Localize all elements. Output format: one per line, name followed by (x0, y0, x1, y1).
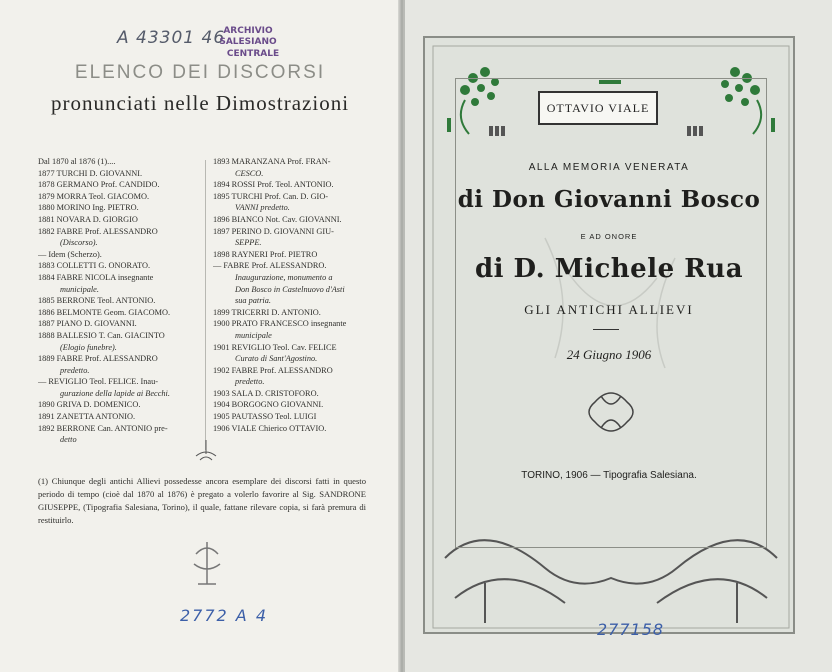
list-item: municipale. (60, 284, 99, 294)
speech-list-right (213, 156, 373, 434)
speech-list-left (38, 156, 200, 446)
list-item: 1892 BERRONE Can. ANTONIO pre- (38, 423, 168, 433)
list-item: Curato di Sant'Agostino. (235, 354, 318, 364)
archive-stamp (202, 26, 294, 60)
list-item: predetto. (235, 377, 265, 387)
dedication-line: ALLA MEMORIA VENERATA (528, 162, 690, 173)
list-item: sua patria. (235, 296, 271, 306)
list-item: 1905 PAUTASSO Teol. LUIGI (213, 412, 317, 422)
divider-ornament-icon (194, 440, 218, 462)
footnote: (1) Chiunque degli antichi Allievi possedesse ancora esemplare dei discorsi fatti in questo periodo di tempo (cioè dal 1870 al 1876) è pregato a volerlo favorire al Sig. SANDRONE GIUSEPPE, (Tipografia Salesiana, Torino), il quale, fattane rilevare copia, si farà premura di restituirlo. (38, 476, 366, 525)
list-item: 1899 TRICERRI D. ANTONIO. (213, 307, 321, 317)
author-name: OTTAVIO VIALE (538, 91, 658, 125)
handwritten-number-right: 277158 (597, 620, 665, 639)
page-subtitle: pronunciati nelle Dimostrazioni (50, 91, 350, 115)
group-name: GLI ANTICHI ALLIEVI (524, 302, 694, 317)
cover-frame (423, 36, 795, 634)
list-item: detto (60, 435, 77, 445)
short-rule (593, 329, 619, 331)
handwritten-number-left: 2772 A 4 (180, 606, 269, 625)
list-item: 1884 FABRE NICOLA insegnante (38, 272, 154, 282)
list-item: — FABRE Prof. ALESSANDRO. (213, 261, 327, 271)
list-item: 1885 BERRONE Teol. ANTONIO. (38, 296, 156, 306)
list-item: Dal 1870 al 1876 (1).... (38, 157, 116, 166)
list-item: 1887 PIANO D. GIOVANNI. (38, 319, 137, 329)
list-item: SEPPE. (235, 238, 262, 248)
list-item: 1904 BORGOGNO GIOVANNI. (213, 400, 324, 410)
list-item: — Idem (Scherzo). (38, 249, 102, 259)
list-item: 1901 REVIGLIO Teol. Cav. FELICE (213, 342, 337, 352)
list-item: 1896 BIANCO Not. Cav. GIOVANNI. (213, 214, 342, 224)
list-item: 1891 ZANETTA ANTONIO. (38, 412, 136, 422)
list-item: (Elogio funebre). (60, 342, 117, 352)
list-item: 1880 MORINO Ing. PIETRO. (38, 203, 139, 213)
connector-text: E AD ONORE (580, 232, 638, 241)
list-item: gurazione della lapide ai Becchi. (60, 388, 170, 398)
list-item: 1882 FABRE Prof. ALESSANDRO (38, 226, 158, 236)
list-item: 1894 ROSSI Prof. Teol. ANTONIO. (213, 180, 334, 190)
column-divider (205, 160, 206, 450)
list-item: 1877 TURCHI D. GIOVANNI. (38, 168, 143, 178)
list-item: 1895 TURCHI Prof. Can. D. GIO- (213, 191, 329, 201)
list-item: 1890 GRIVA D. DOMENICO. (38, 400, 141, 410)
list-item: 1878 GERMANO Prof. CANDIDO. (38, 180, 160, 190)
list-item: 1902 FABRE Prof. ALESSANDRO (213, 365, 333, 375)
imprint-line: TORINO, 1906 — Tipografia Salesiana. (521, 470, 697, 481)
list-item: 1879 MORRA Teol. GIACOMO. (38, 191, 150, 201)
list-item: municipale (235, 330, 272, 340)
honoree-rua: di D. Michele Rua (474, 254, 744, 284)
shelf-code: A 43301 46 (117, 28, 226, 48)
page-title: ELENCO DEI DISCORSI (74, 62, 326, 83)
list-item: Don Bosco in Castelnuovo d'Asti (235, 284, 345, 294)
list-item: (Discorso). (60, 238, 98, 248)
event-date: 24 Giugno 1906 (566, 347, 652, 362)
list-item: 1900 PRATO FRANCESCO insegnante (213, 319, 347, 329)
list-item: 1893 MARANZANA Prof. FRAN- (213, 157, 331, 166)
honoree-bosco: di Don Giovanni Bosco (457, 186, 761, 213)
list-item: CESCO. (235, 168, 264, 178)
list-item: Inaugurazione, monumento a (235, 272, 333, 282)
list-item: 1883 COLLETTI G. ONORATO. (38, 261, 151, 271)
list-item: 1889 FABRE Prof. ALESSANDRO (38, 354, 158, 364)
left-page (0, 0, 400, 672)
list-item: — REVIGLIO Teol. FELICE. Inau- (38, 377, 159, 387)
stamp-line-2: CENTRALE (226, 48, 280, 59)
list-item: 1903 SALA D. CRISTOFORO. (213, 388, 319, 398)
printer-mark-icon (190, 540, 224, 590)
list-item: predetto. (60, 365, 90, 375)
list-item: 1886 BELMONTE Geom. GIACOMO. (38, 307, 171, 317)
stamp-line-1: ARCHIVIO SALESIANO (219, 26, 277, 48)
list-item: 1881 NOVARA D. GIORGIO (38, 214, 138, 224)
list-item: 1888 BALLESIO T. Can. GIACINTO (38, 330, 165, 340)
list-item: 1897 PERINO D. GIOVANNI GIU- (213, 226, 334, 236)
list-item: 1906 VIALE Chierico OTTAVIO. (213, 423, 327, 433)
list-item: VANNI predetto. (235, 203, 290, 213)
list-item: 1898 RAYNERI Prof. PIETRO (213, 249, 318, 259)
